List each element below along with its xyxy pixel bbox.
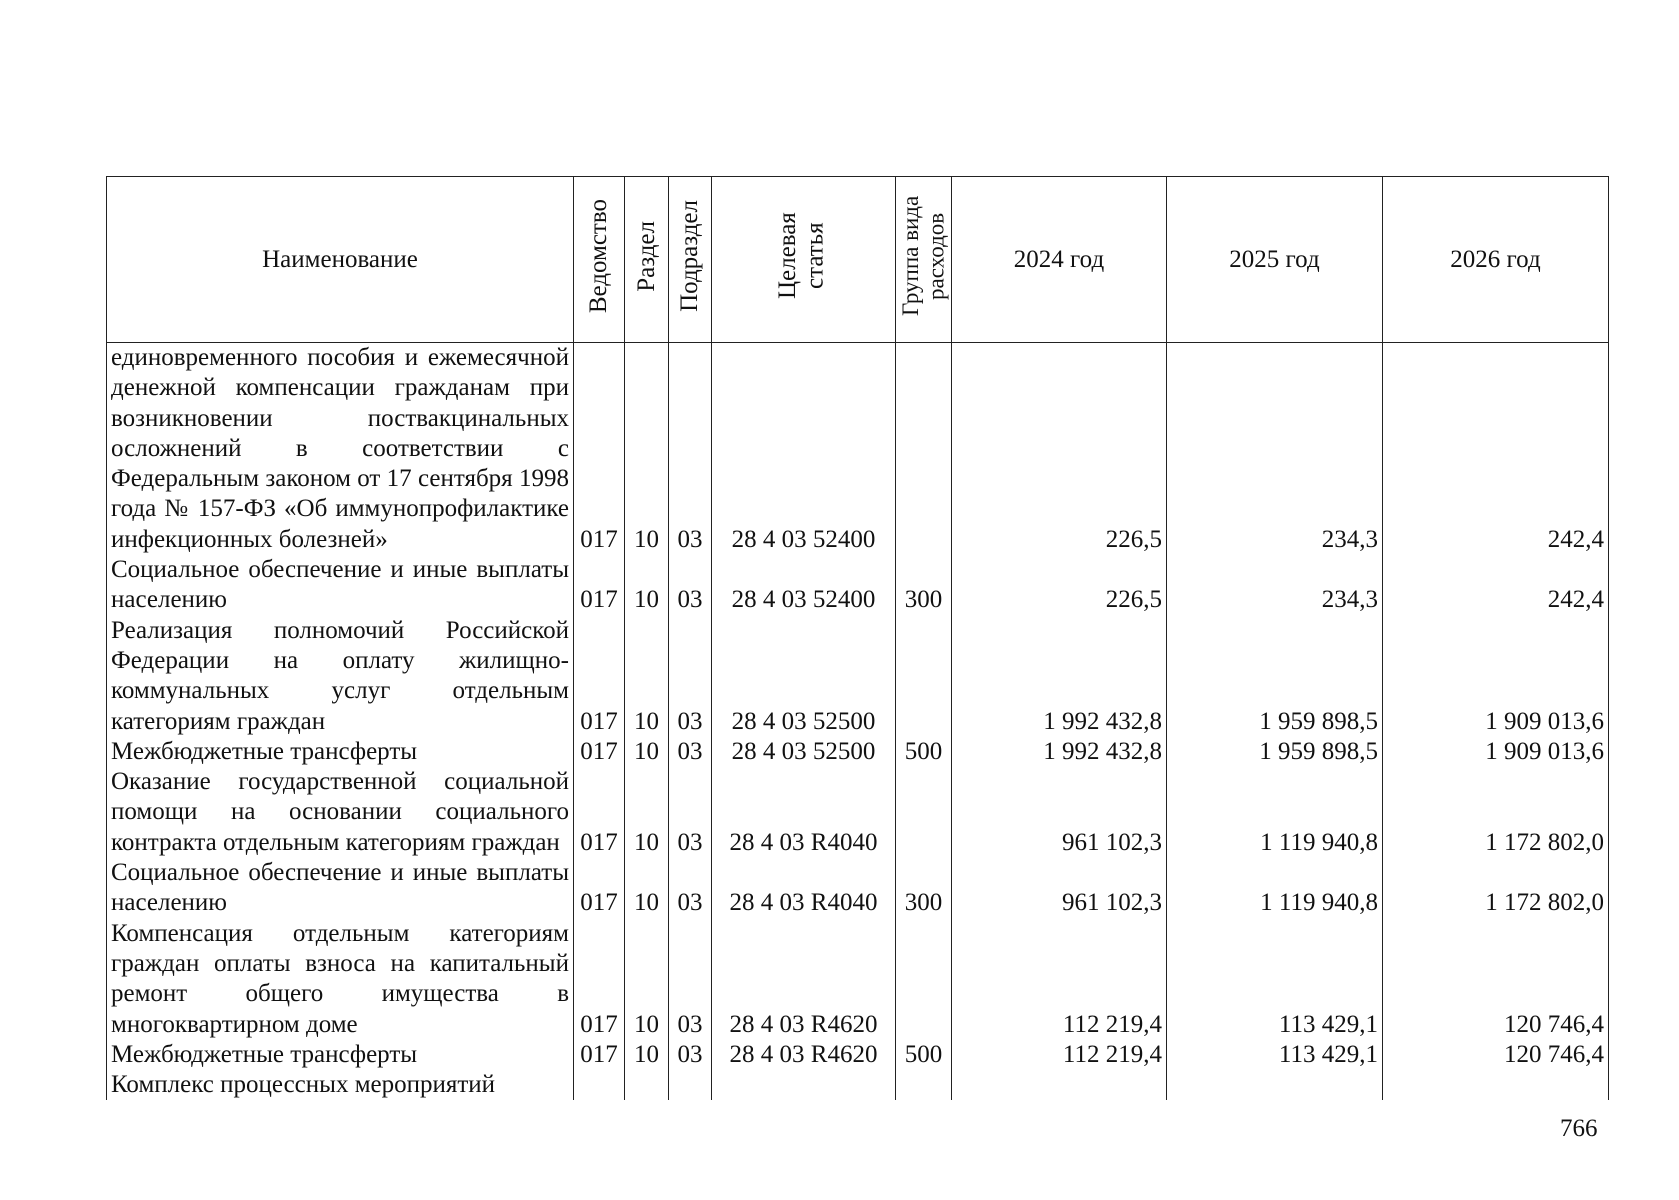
row-2024 (952, 1070, 1167, 1100)
row-target: 28 4 03 52400 (712, 343, 896, 556)
table-row (107, 858, 1609, 919)
row-section (625, 1070, 669, 1100)
row-2026: 1 172 802,0 (1383, 767, 1609, 858)
row-2025: 1 959 898,5 (1167, 616, 1383, 737)
header-subsection: Подраздел (669, 177, 712, 343)
row-name: Оказание государственной социальной помощи на основании социального контракта отдельным категориям граждан (107, 767, 574, 858)
row-group: 500 (896, 737, 952, 767)
row-subsection: 03 (669, 737, 712, 767)
row-2026: 242,4 (1383, 555, 1609, 616)
row-target: 28 4 03 R4620 (712, 919, 896, 1040)
header-row (107, 177, 1609, 343)
row-2026: 1 909 013,6 (1383, 616, 1609, 737)
row-2024: 961 102,3 (952, 858, 1167, 919)
row-target: 28 4 03 R4040 (712, 858, 896, 919)
row-dept: 017 (574, 616, 625, 737)
row-section: 10 (625, 767, 669, 858)
row-dept: 017 (574, 555, 625, 616)
row-2025: 113 429,1 (1167, 919, 1383, 1040)
table-row (107, 1070, 1609, 1100)
page-number: 766 (1560, 1115, 1598, 1142)
row-target (712, 1070, 896, 1100)
row-name: Компенсация отдельным категориям граждан оплаты взноса на капитальный ремонт общего имущества в многоквартирном доме (107, 919, 574, 1040)
row-2025: 1 959 898,5 (1167, 737, 1383, 767)
table-row (107, 555, 1609, 616)
row-2025: 1 119 940,8 (1167, 858, 1383, 919)
row-section: 10 (625, 919, 669, 1040)
row-subsection (669, 1070, 712, 1100)
row-2024: 112 219,4 (952, 1040, 1167, 1070)
row-subsection: 03 (669, 919, 712, 1040)
row-subsection: 03 (669, 767, 712, 858)
header-dept: Ведомство (574, 177, 625, 343)
row-2025: 234,3 (1167, 555, 1383, 616)
row-dept: 017 (574, 1040, 625, 1070)
table-row (107, 919, 1609, 1040)
row-2026: 1 909 013,6 (1383, 737, 1609, 767)
row-2024: 226,5 (952, 343, 1167, 556)
row-subsection: 03 (669, 616, 712, 737)
row-2024: 961 102,3 (952, 767, 1167, 858)
row-2026: 1 172 802,0 (1383, 858, 1609, 919)
row-dept: 017 (574, 343, 625, 556)
row-name: Межбюджетные трансферты (107, 737, 574, 767)
row-group (896, 616, 952, 737)
row-name: единовременного пособия и ежемесячной денежной компенсации гражданам при возникновении поствакцинальных осложнений в соответствии с Федеральным законом от 17 сентября 1998 года № 157-ФЗ «Об иммунопрофилактике инфекционных болезней» (107, 343, 574, 556)
row-subsection: 03 (669, 555, 712, 616)
row-group: 300 (896, 858, 952, 919)
header-name: Наименование (107, 177, 574, 343)
header-2026: 2026 год (1383, 177, 1609, 343)
table-row (107, 343, 1609, 556)
table-row (107, 737, 1609, 767)
table-row (107, 1040, 1609, 1070)
row-section: 10 (625, 343, 669, 556)
row-group (896, 919, 952, 1040)
row-section: 10 (625, 1040, 669, 1070)
table-row (107, 616, 1609, 737)
row-group (896, 767, 952, 858)
row-2024: 1 992 432,8 (952, 616, 1167, 737)
row-target: 28 4 03 52400 (712, 555, 896, 616)
row-name: Социальное обеспечение и иные выплаты населению (107, 555, 574, 616)
row-section: 10 (625, 555, 669, 616)
row-2025: 1 119 940,8 (1167, 767, 1383, 858)
header-section: Раздел (625, 177, 669, 343)
row-2025: 113 429,1 (1167, 1040, 1383, 1070)
row-name: Межбюджетные трансферты (107, 1040, 574, 1070)
row-section: 10 (625, 737, 669, 767)
row-2026: 120 746,4 (1383, 1040, 1609, 1070)
row-2024: 1 992 432,8 (952, 737, 1167, 767)
row-subsection: 03 (669, 1040, 712, 1070)
row-group: 300 (896, 555, 952, 616)
table-body (107, 343, 1609, 1101)
row-2026: 120 746,4 (1383, 919, 1609, 1040)
row-2025 (1167, 1070, 1383, 1100)
row-name: Реализация полномочий Российской Федерации на оплату жилищно-коммунальных услуг отдельным категориям граждан (107, 616, 574, 737)
row-name: Комплекс процессных мероприятий (107, 1070, 574, 1100)
row-target: 28 4 03 52500 (712, 737, 896, 767)
header-target: Целевая статья (712, 177, 896, 343)
row-dept: 017 (574, 858, 625, 919)
header-2024: 2024 год (952, 177, 1167, 343)
row-name: Социальное обеспечение и иные выплаты населению (107, 858, 574, 919)
row-group: 500 (896, 1040, 952, 1070)
row-dept (574, 1070, 625, 1100)
header-2025: 2025 год (1167, 177, 1383, 343)
row-group (896, 1070, 952, 1100)
row-section: 10 (625, 616, 669, 737)
row-group (896, 343, 952, 556)
budget-table (106, 176, 1609, 1100)
row-dept: 017 (574, 737, 625, 767)
row-target: 28 4 03 52500 (712, 616, 896, 737)
row-2025: 234,3 (1167, 343, 1383, 556)
table-row (107, 767, 1609, 858)
row-dept: 017 (574, 767, 625, 858)
row-target: 28 4 03 R4620 (712, 1040, 896, 1070)
row-2026 (1383, 1070, 1609, 1100)
row-subsection: 03 (669, 343, 712, 556)
row-subsection: 03 (669, 858, 712, 919)
row-target: 28 4 03 R4040 (712, 767, 896, 858)
row-dept: 017 (574, 919, 625, 1040)
row-2024: 112 219,4 (952, 919, 1167, 1040)
header-group: Группа вида расходов (896, 177, 952, 343)
row-2024: 226,5 (952, 555, 1167, 616)
row-2026: 242,4 (1383, 343, 1609, 556)
row-section: 10 (625, 858, 669, 919)
